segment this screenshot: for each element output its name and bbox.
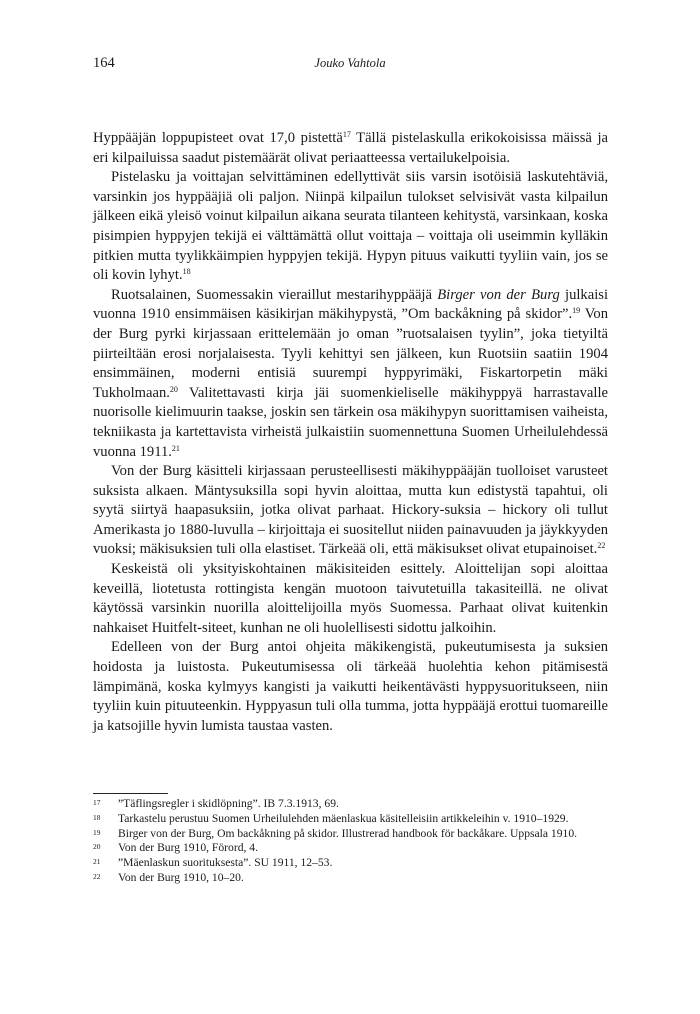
footnote-ref[interactable]: 21 bbox=[171, 443, 180, 453]
footnote bbox=[93, 827, 608, 842]
footnote bbox=[93, 812, 608, 827]
footnote-text: Von der Burg 1910, Förord, 4. bbox=[118, 841, 258, 855]
running-head: Jouko Vahtola bbox=[314, 56, 386, 70]
footnote-number: 19 bbox=[93, 827, 101, 837]
footnote-ref[interactable]: 18 bbox=[182, 267, 191, 277]
paragraph-text: Keskeistä oli yksityiskohtainen mäkisiteiden esittely. Aloittelijan sopi aloittaa keveillä, liotetusta rottingista kengän muotoon taivutetuilla takasiteillä. ne olivat käytössä varsinkin nuorilla aloittelijoilla myös Suomessa. Parhaat olivat kuitenkin nahkaiset Huitfelt-siteet, kunhan ne oli huolellisesti sidottu jalkoihin. bbox=[93, 561, 608, 636]
author-name: Birger von der Burg bbox=[437, 286, 560, 303]
footnote bbox=[93, 797, 608, 812]
footnotes bbox=[93, 797, 608, 886]
paragraph-text: Tällä pistelaskulla erikokoisissa mäissä ja eri kilpailuissa saadut pistemäärät olivat periaatteessa vertailukelpoisia. bbox=[93, 130, 608, 166]
paragraph bbox=[93, 638, 608, 736]
paragraph bbox=[93, 286, 608, 462]
footnote-number: 22 bbox=[93, 871, 101, 881]
paragraph bbox=[93, 168, 608, 286]
paragraph-text: julkaisi vuonna 1910 ensimmäisen käsikirjan mäkihypystä, ”Om backåkning på skidor”. bbox=[93, 286, 608, 323]
footnote bbox=[93, 841, 608, 856]
page-number: 164 bbox=[93, 55, 115, 71]
footnote-number: 18 bbox=[93, 812, 101, 822]
footnote-number: 17 bbox=[93, 798, 101, 807]
footnote-text: ”Täflingsregler i skidlöpning”. IB 7.3.1913, 69. bbox=[118, 797, 339, 810]
footnote-text: Von der Burg 1910, 10–20. bbox=[118, 870, 244, 884]
paragraph-text: Von der Burg käsitteli kirjassaan perusteellisesti mäkihyppääjän tuolloiset varusteet suksista alkaen. Mäntysuksilla sopi hyvin aloittaa, mutta kun edistystä tapahtui, oli syytä siirtyä haapasuksiin, jotka olivat parhaat. Hickory-suksia – hickory oli tullut Amerikasta jo 1880-luvulla – kirjoittaja ei suositellut niiden painavuuden ja jäykkyyden vuoksi; mäkisuksien tuli olla elastiset. Tärkeää oli, että mäkisukset olivat etupainoiset. bbox=[93, 463, 608, 558]
paragraph-text: Von der Burg pyrki kirjassaan erittelemään jo oman ”ruotsalaisen tyylin”, joka tietyiltä piirteiltään erosi norjalaisesta. Tyyli kehittyi sen jälkeen, kun Ruotsiin saatiin 1904 ensimmäinen, moderni entisiä suurempi hyppyrimäki, Fiskartorpetin mäki Tukholmaan. bbox=[93, 306, 608, 401]
footnote-ref[interactable]: 20 bbox=[169, 384, 178, 394]
footnote-number: 21 bbox=[93, 857, 101, 867]
footnote-text: ”Mäenlaskun suorituksesta”. SU 1911, 12–53. bbox=[118, 856, 333, 870]
paragraph bbox=[93, 462, 608, 560]
footnote-ref[interactable]: 22 bbox=[597, 541, 606, 551]
paragraph bbox=[93, 129, 608, 168]
paragraph-text: Hyppääjän loppupisteet ovat 17,0 pistettä bbox=[93, 130, 343, 146]
footnote bbox=[93, 856, 608, 871]
footnote-ref[interactable]: 19 bbox=[572, 306, 581, 316]
body-text bbox=[93, 129, 608, 736]
footnote-divider bbox=[93, 793, 168, 794]
paragraph-text: Pistelasku ja voittajan selvittäminen edellyttivät siis varsin isotöisiä laskutehtäviä, varsinkin jos hyppääjiä oli paljon. Niinpä kilpailun tulokset selvisivät vasta kilpailun jälkeen eikä yleisö voinut kilpailun aikana seurata tilanteen kehitystä, varsinkaan, koska pisimpien hyppyjen tekijä ei välttämättä ollut voittaja – voittaja oli useimmin kylläkin pitkien mutta tyylikkäimpien hyppyjen tekijä. Hypyn pituus vaikutti tyyliin vain, jos se oli kovin lyhyt. bbox=[93, 169, 608, 284]
paragraph-text: Edelleen von der Burg antoi ohjeita mäkikengistä, pukeutumisesta ja suksien hoidosta ja luistosta. Pukeutumisessa oli tärkeää huolehtia kehon pitämisestä lämpimänä, koska kylmyys kangisti ja vaikutti heikentävästi hyppysuoritukseen, niin tyyliin kuin pituuteenkin. Hyppyasun tuli olla tumma, jotta hyppääjä erottui tuomareille ja katsojille hyvin lumista taustaa vasten. bbox=[93, 639, 608, 734]
footnote-number: 20 bbox=[93, 842, 101, 852]
paragraph-text: Valitettavasti kirja jäi suomenkieliselle mäkihyppyä harrastavalle nuorisolle kielimuurin taakse, joskin sen tärkein osa mäkihypyn suorittamisen vaiheista, tekniikasta ja kartettavista virheistä julkaistiin suomennettuna Suomen Urheilulehdessä vuonna 1911. bbox=[93, 384, 608, 460]
paragraph bbox=[93, 560, 608, 638]
footnote bbox=[93, 871, 608, 886]
footnote-text: Tarkastelu perustuu Suomen Urheilulehden mäenlaskua käsitelleisiin artikkeleihin v. 1910–1929. bbox=[118, 811, 569, 825]
paragraph-text: Ruotsalainen, Suomessakin vieraillut mestarihyppääjä bbox=[111, 286, 438, 303]
footnote-ref[interactable]: 17 bbox=[342, 130, 351, 139]
footnote-text: Birger von der Burg, Om backåkning på skidor. Illustrerad handbook för backåkare. Uppsala 1910. bbox=[118, 826, 578, 840]
